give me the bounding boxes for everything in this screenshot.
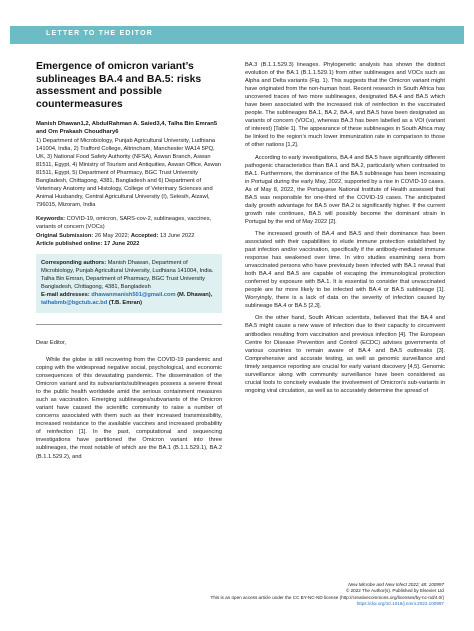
corresponding-emails: E-mail addresses: dhawanmanish501@gmail.com (M. Dhawan), talhabmb@bgctub.ac.bd (T.B. Emran) (41, 291, 213, 306)
section-divider (36, 324, 222, 325)
affiliations: 1) Department of Microbiology, Punjab Agricultural University, Ludhiana 141004, India, 2) Trafford College, Altrincham, Manchester WA14 5PQ, UK, 3) National Food Safety Authority (NFSA), Aswan Branch, Aswan 81511, Egypt, 4) Ministry of Tourism and Antiquities, Aswan Office, Aswan 81511, Egypt, 5) Department of Pharmacy, BGC Trust University Bangladesh, Chittagong, 4381, Bangladesh and 6) Department of Veterinary Anatomy and Histology, College of Veterinary Sciences and Animal Husbandry, Central Agricultural University (I), Selesih, Aizawl, 796015, Mizoram, India (36, 138, 221, 209)
body-paragraph-3: According to early investigations, BA.4 and BA.5 have significantly different pathogenic characteristics than BA.1 and BA.2, particularly when contrasted to BA.1. Furthermore, the dominance of the BA.5 sublineage has been increasing in Portugal during the early May, 2022, supported by a rise in COVID-19 cases. As of May 8, 2022, the Portuguese National Institute of Health assessed that BA.5 was responsible for one-third of the COVID-19 cases. The anticipated daily growth advantage for BA.5 over BA.2 is significantly higher. If the current growth rate continues, BA.5 will possibly become the dominant strain in Portugal by the end of May 2022 [2]. (245, 154, 445, 225)
keywords: Keywords: COVID-19, omicron, SARS-cov-2, sublineages, vaccines, variants of concern (VOCs) (36, 216, 212, 231)
corresponding-authors-text: Manish Dhawan, Department of Microbiology, Punjab Agricultural University, Ludhiana 141004, India. Talha Bin Emran, Department of Pharmacy, BGC Trust University Bangladesh, Chittagong, 4381, Bangladesh (41, 259, 214, 290)
article-type-label: LETTER TO THE EDITOR (46, 30, 153, 37)
author-list: Manish Dhawan1,2, AbdulRahman A. Saied3,4, Talha Bin Emran5 and Om Prakash Choudhary6 (36, 121, 218, 135)
right-column (245, 61, 445, 399)
license-notice[interactable]: This is an open access article under the CC BY-NC-ND license (http://creativecommons.org/licenses/by-nc-nd/4.0/) (210, 594, 444, 600)
body-paragraph-1: While the globe is still recovering from the COVID-19 pandemic and coping with the widespread negative social, psychological, and economic consequences of this devastating pandemic. The dissemination of the Omicron variant and its subvariants/sublineages possess a severe threat to the public health worldwide amid the serious containment measures such as vaccination. Emerging sublineages/subvariants of the Omicron variant have caused the scientific community to raise a number of concerns associated with them such as their increased transmissibility, increased resistance to the available vaccines and increased probability of reinfection [1]. In the past, computational and sequencing investigations have partitioned the Omicron variant into three sublineages, the most notable of which are the BA.1 (B.1.1.529.1), BA.2 (B.1.1.529.2), and (36, 356, 222, 460)
article-title: Emergence of omicron variant’s sublineages BA.4 and BA.5: risks assessment and possible countermeasures (36, 61, 202, 110)
published-date: Article published online: 17 June 2022 (36, 240, 140, 247)
body-paragraph-2: BA.3 (B.1.1.529.3) lineages. Phylogenetic analysis has shown the distinct evolution of the BA.1 (B.1.1.529.1) from other sublineages and VOCs such as Alpha and Delta variants (Fig. 1). This suggests that the Omicron variant might have originated from the non-human host. Recent research in South Africa has uncovered traces of two more sublineages, designated BA.4 and BA.5 which have been associated with the increased risk of reinfection in the vaccinated people. The sublineages BA.1, BA.2, BA.4, and BA.5 have been designated as variants of concern (VOCs), whereas BA.3 has been labelled as a VOI (variant of interest) [Table 1]. The appearance of these sublineages in South Africa may be linked to the region’s much lower immunization rate in comparison to those of other nations [1,2]. (245, 62, 445, 149)
page-footer (211, 582, 444, 608)
submission-date: Original Submission: 26 May 2022; Accepted: 13 June 2022 (36, 232, 195, 239)
left-column (36, 61, 222, 465)
article-type-banner (10, 26, 464, 44)
journal-citation: New Microbe and New Infect 2022; 48: 100997 (348, 582, 444, 587)
email-link-dhawan[interactable]: dhawanmanish501@gmail.com (91, 291, 176, 298)
corresponding-authors-box: Corresponding authors: Manish Dhawan, Department of Microbiology, Punjab Agricultural University, Ludhiana 141004, India. Talha Bin Emran, Department of Pharmacy, BGC Trust University Bangladesh, Chittagong, 4381, Bangladesh E-mail addresses: dhawanmanish501@gmail.com (M. Dhawan), talhabmb@bgctub.ac.bd (T.B. Emran) (36, 254, 222, 313)
email-link-emran[interactable]: talhabmb@bgctub.ac.bd (41, 299, 108, 306)
doi-link[interactable]: https://doi.org/10.1016/j.nmni.2022.100997 (356, 601, 444, 607)
body-paragraph-5: On the other hand, South African scientists, believed that the BA.4 and BA.5 might cause a new wave of infection due to their capacity to circumvent antibodies resulting from vaccination and previous infection [4]. The European Centre for Disease Prevention and Control (ECDC) advises governments of various countries to remain aware of BA.4 and BA.5 outbreaks [3]. Comprehensive and accurate testing, as well as genomic surveillance and timely sequence reporting are crucial for early variant discovery [4,5]. Genomic surveillance along with community surveillance have been considered as crucial tools to concisely evaluate the involvement of Omicron’s sub-variants in ongoing viral circulation, as well as to accurately determine the spread of (245, 315, 445, 394)
salutation: Dear Editor, (36, 339, 67, 346)
copyright: © 2022 The Author(s). Published by Elsevier Ltd (345, 588, 444, 594)
body-paragraph-4: The increased growth of BA.4 and BA.5 and their dominance has been associated with their capabilities to elude immune protection established by past infection and/or vaccination, specifically if the antibody-mediated immune response has weakened over time. In vitro studies examining sera from unvaccinated persons who have previously been infected with BA.1 reveal that both BA.4 and BA.5 are capable of escaping the immunological protection conferred by exposure with BA.1. It is essential to consider that unvaccinated people are far more likely to be infected with BA.4 or BA.5 sublineage [1]. Worryingly, there is a lack of data on the severity of infection caused by sublineage BA.4 or BA.5 [2,3]. (245, 230, 445, 310)
article-info (36, 215, 222, 247)
